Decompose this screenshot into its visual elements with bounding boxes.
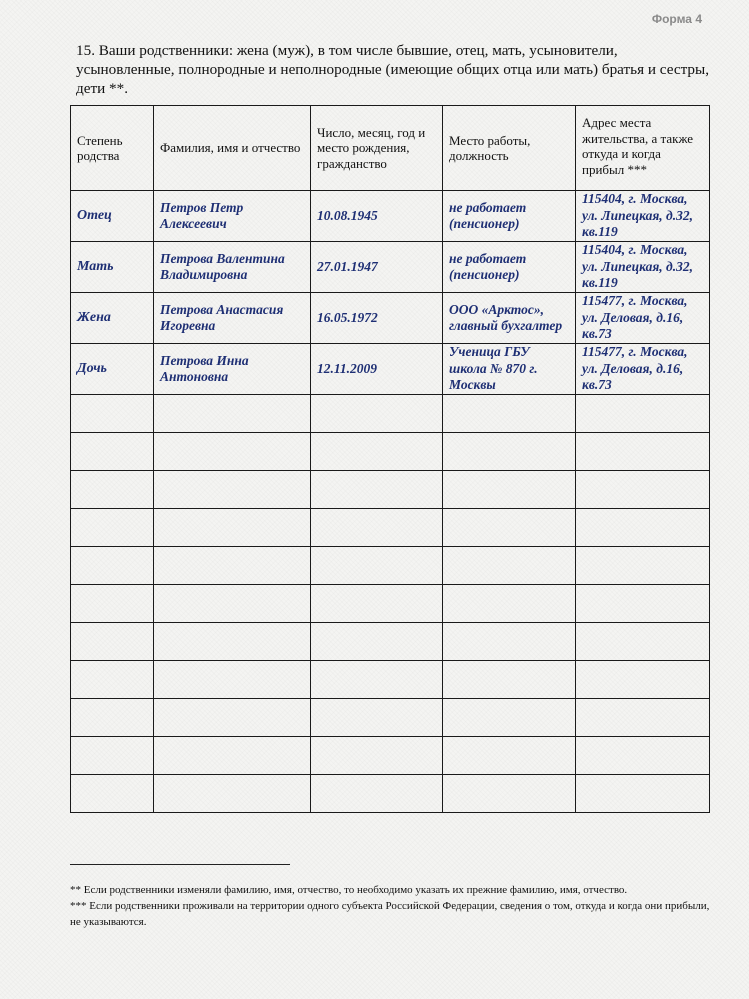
empty-cell bbox=[311, 661, 443, 699]
empty-cell bbox=[154, 699, 311, 737]
header-relation: Степень родства bbox=[71, 106, 154, 191]
empty-cell bbox=[311, 775, 443, 813]
empty-cell bbox=[154, 661, 311, 699]
empty-cell bbox=[576, 775, 710, 813]
empty-cell bbox=[576, 547, 710, 585]
empty-cell bbox=[154, 737, 311, 775]
empty-cell bbox=[576, 699, 710, 737]
empty-cell bbox=[443, 547, 576, 585]
empty-cell bbox=[443, 471, 576, 509]
empty-cell bbox=[71, 509, 154, 547]
empty-cell bbox=[311, 623, 443, 661]
empty-cell bbox=[154, 433, 311, 471]
cell-birth: 10.08.1945 bbox=[311, 191, 443, 242]
cell-work: ООО «Арктос», главный бухгалтер bbox=[443, 293, 576, 344]
empty-cell bbox=[443, 661, 576, 699]
empty-row bbox=[71, 623, 710, 661]
table-row bbox=[71, 344, 710, 395]
empty-cell bbox=[576, 585, 710, 623]
cell-name: Петрова Анастасия Игоревна bbox=[154, 293, 311, 344]
empty-cell bbox=[71, 585, 154, 623]
empty-cell bbox=[71, 547, 154, 585]
empty-cell bbox=[71, 471, 154, 509]
empty-cell bbox=[576, 395, 710, 433]
table-row bbox=[71, 242, 710, 293]
empty-cell bbox=[311, 395, 443, 433]
empty-cell bbox=[71, 775, 154, 813]
cell-birth: 27.01.1947 bbox=[311, 242, 443, 293]
empty-cell bbox=[71, 433, 154, 471]
empty-row bbox=[71, 547, 710, 585]
empty-cell bbox=[311, 699, 443, 737]
empty-cell bbox=[443, 433, 576, 471]
empty-cell bbox=[154, 623, 311, 661]
empty-cell bbox=[576, 433, 710, 471]
footnote-double-star: ** Если родственники изменяли фамилию, имя, отчество, то необходимо указать их прежние фамилию, имя, отчество. bbox=[70, 884, 628, 896]
header-full-name: Фамилия, имя и отчество bbox=[154, 106, 311, 191]
empty-row bbox=[71, 699, 710, 737]
empty-row bbox=[71, 585, 710, 623]
empty-row bbox=[71, 471, 710, 509]
cell-relation: Мать bbox=[71, 242, 154, 293]
cell-work: не работает (пенсионер) bbox=[443, 191, 576, 242]
footnote-divider bbox=[70, 864, 290, 865]
header-workplace: Место работы, должность bbox=[443, 106, 576, 191]
empty-cell bbox=[443, 699, 576, 737]
empty-cell bbox=[71, 623, 154, 661]
cell-relation: Дочь bbox=[71, 344, 154, 395]
section-heading: 15. Ваши родственники: жена (муж), в том числе бывшие, отец, мать, усыновители, усыновленные, полнородные и неполнородные (имеющие общих отца или мать) братья и сестры, дети **. bbox=[76, 42, 709, 97]
empty-cell bbox=[443, 585, 576, 623]
empty-row bbox=[71, 509, 710, 547]
cell-work: Ученица ГБУ школа № 870 г. Москвы bbox=[443, 344, 576, 395]
cell-relation: Отец bbox=[71, 191, 154, 242]
table-row bbox=[71, 293, 710, 344]
empty-cell bbox=[576, 661, 710, 699]
empty-cell bbox=[154, 547, 311, 585]
empty-cell bbox=[443, 775, 576, 813]
empty-cell bbox=[311, 547, 443, 585]
relatives-table bbox=[70, 105, 710, 813]
empty-cell bbox=[443, 395, 576, 433]
cell-name: Петрова Инна Антоновна bbox=[154, 344, 311, 395]
cell-birth: 16.05.1972 bbox=[311, 293, 443, 344]
footnote-triple-star: *** Если родственники проживали на территории одного субъекта Российской Федерации, сведения о том, откуда и когда они прибыли, не указываются. bbox=[70, 900, 710, 928]
empty-cell bbox=[576, 737, 710, 775]
cell-work: не работает (пенсионер) bbox=[443, 242, 576, 293]
empty-cell bbox=[311, 509, 443, 547]
empty-cell bbox=[443, 623, 576, 661]
cell-birth: 12.11.2009 bbox=[311, 344, 443, 395]
cell-relation: Жена bbox=[71, 293, 154, 344]
cell-address: 115477, г. Москва, ул. Деловая, д.16, кв.73 bbox=[576, 293, 710, 344]
empty-row bbox=[71, 737, 710, 775]
empty-cell bbox=[443, 509, 576, 547]
empty-row bbox=[71, 395, 710, 433]
empty-row bbox=[71, 661, 710, 699]
empty-cell bbox=[576, 471, 710, 509]
footnotes bbox=[70, 882, 710, 930]
empty-cell bbox=[71, 395, 154, 433]
empty-cell bbox=[154, 775, 311, 813]
form-number-label: Форма 4 bbox=[651, 12, 702, 26]
header-address: Адрес места жительства, а также откуда и когда прибыл *** bbox=[576, 106, 710, 191]
empty-row bbox=[71, 775, 710, 813]
header-birth: Число, месяц, год и место рождения, гражданство bbox=[311, 106, 443, 191]
empty-cell bbox=[443, 737, 576, 775]
empty-cell bbox=[311, 737, 443, 775]
table-row bbox=[71, 191, 710, 242]
empty-cell bbox=[576, 623, 710, 661]
cell-name: Петрова Валентина Владимировна bbox=[154, 242, 311, 293]
empty-cell bbox=[154, 585, 311, 623]
cell-address: 115404, г. Москва, ул. Липецкая, д.32, кв.119 bbox=[576, 191, 710, 242]
empty-cell bbox=[311, 433, 443, 471]
cell-name: Петров Петр Алексеевич bbox=[154, 191, 311, 242]
empty-cell bbox=[71, 699, 154, 737]
empty-cell bbox=[311, 585, 443, 623]
empty-cell bbox=[154, 395, 311, 433]
empty-row bbox=[71, 433, 710, 471]
empty-cell bbox=[311, 471, 443, 509]
table-header-row bbox=[71, 106, 710, 191]
empty-cell bbox=[71, 737, 154, 775]
empty-cell bbox=[154, 471, 311, 509]
empty-cell bbox=[576, 509, 710, 547]
empty-cell bbox=[154, 509, 311, 547]
cell-address: 115477, г. Москва, ул. Деловая, д.16, кв.73 bbox=[576, 344, 710, 395]
cell-address: 115404, г. Москва, ул. Липецкая, д.32, кв.119 bbox=[576, 242, 710, 293]
empty-cell bbox=[71, 661, 154, 699]
